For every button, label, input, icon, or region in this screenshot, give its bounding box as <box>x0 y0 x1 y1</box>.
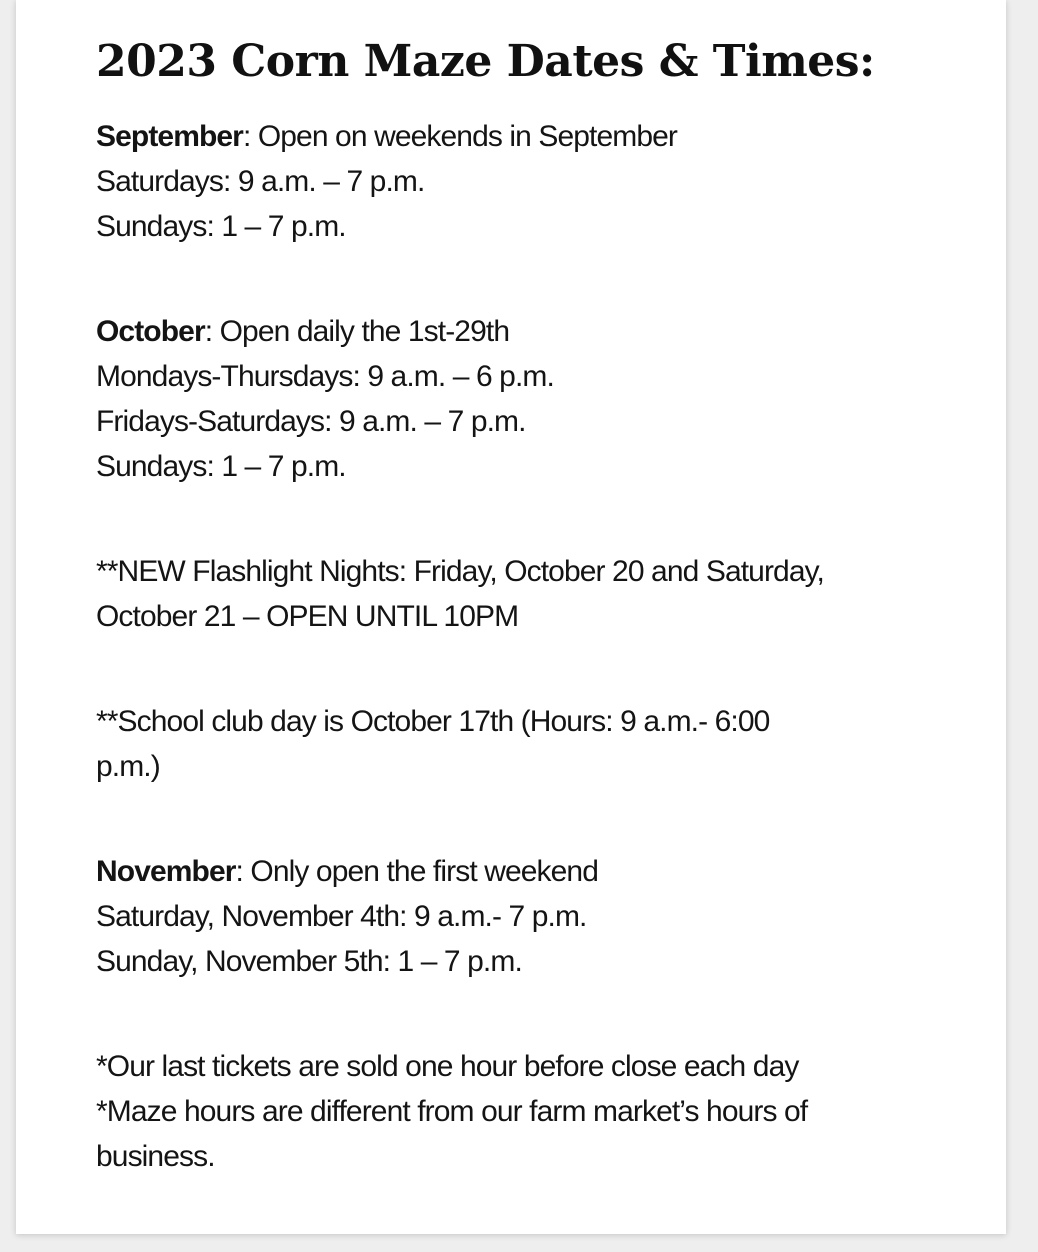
october-fri-sat-hours: Fridays-Saturdays: 9 a.m. – 7 p.m. <box>96 405 526 438</box>
september-intro <box>96 114 976 159</box>
november-saturday-hours: Saturday, November 4th: 9 a.m.- 7 p.m. <box>96 900 587 933</box>
september-intro-text: : Open on weekends in September <box>242 120 678 153</box>
flashlight-nights-line-1: **NEW Flashlight Nights: Friday, October 20 and Saturday, <box>96 555 824 588</box>
notes-section <box>96 1044 976 1179</box>
september-label: September <box>96 120 243 153</box>
last-tickets-note: *Our last tickets are sold one hour before close each day <box>96 1050 799 1083</box>
november-sunday-hours: Sunday, November 5th: 1 – 7 p.m. <box>96 945 522 978</box>
october-intro <box>96 309 976 354</box>
september-sunday-hours: Sundays: 1 – 7 p.m. <box>96 210 346 243</box>
flashlight-nights-section <box>96 549 976 639</box>
october-sunday-hours: Sundays: 1 – 7 p.m. <box>96 450 346 483</box>
november-intro <box>96 849 976 894</box>
september-section <box>96 114 976 249</box>
page-title: 2023 Corn Maze Dates & Times: <box>96 36 875 87</box>
content-card <box>16 0 1006 1234</box>
november-intro-text: : Only open the first weekend <box>235 855 598 888</box>
september-saturday-hours: Saturdays: 9 a.m. – 7 p.m. <box>96 165 425 198</box>
school-club-line-1: **School club day is October 17th (Hours: 9 a.m.- 6:00 <box>96 705 770 738</box>
maze-hours-note-line-1: *Maze hours are different from our farm market’s hours of <box>96 1095 808 1128</box>
article-body <box>96 30 976 1239</box>
october-weekday-hours: Mondays-Thursdays: 9 a.m. – 6 p.m. <box>96 360 554 393</box>
november-section <box>96 849 976 984</box>
november-label: November <box>96 855 236 888</box>
october-intro-text: : Open daily the 1st-29th <box>204 315 510 348</box>
maze-hours-note-line-2: business. <box>96 1140 215 1173</box>
school-club-section <box>96 699 976 789</box>
school-club-line-2: p.m.) <box>96 750 160 783</box>
flashlight-nights-line-2: October 21 – OPEN UNTIL 10PM <box>96 600 519 633</box>
october-label: October <box>96 315 205 348</box>
october-section <box>96 309 976 489</box>
